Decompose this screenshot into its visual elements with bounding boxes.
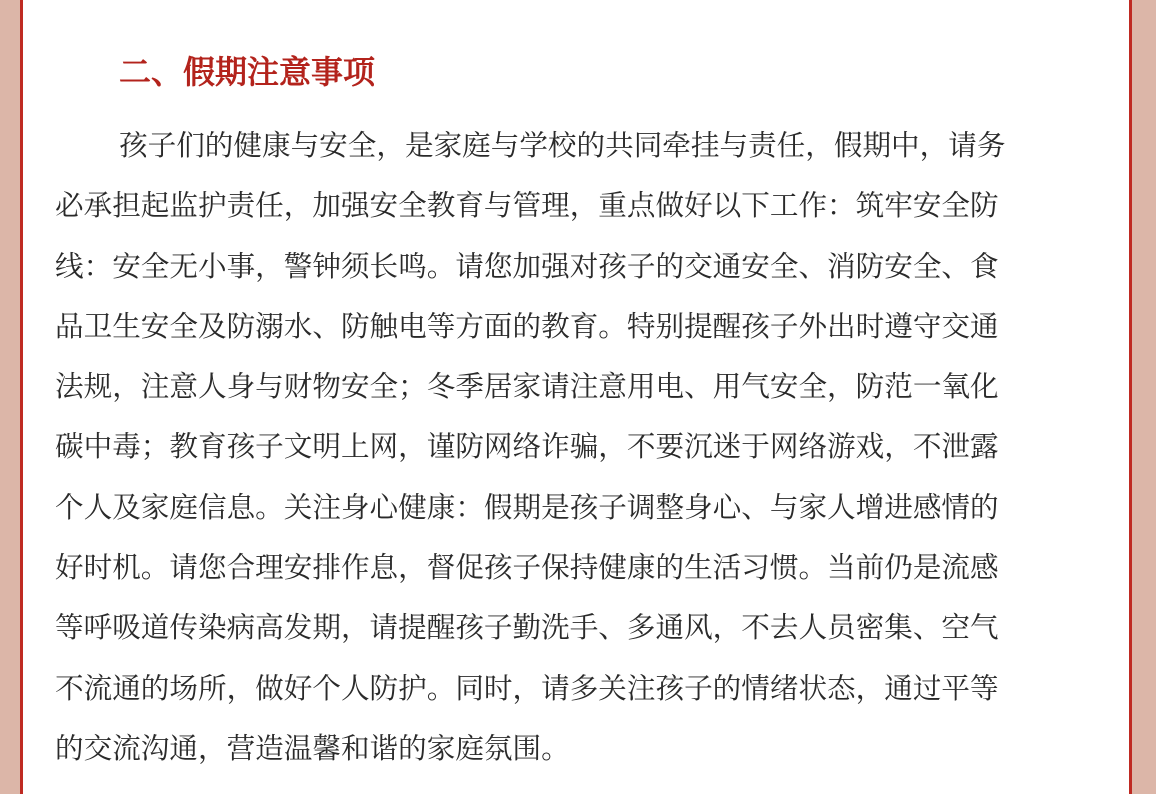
paragraph-line: 碳中毒；教育孩子文明上网，谨防网络诈骗，不要沉迷于网络游戏，不泄露 (55, 429, 999, 464)
paragraph-line: 品卫生安全及防溺水、防触电等方面的教育。特别提醒孩子外出时遵守交通 (55, 308, 999, 343)
paragraph-line: 孩子们的健康与安全，是家庭与学校的共同牵挂与责任，假期中，请务 (119, 128, 1006, 162)
paragraph-line: 线：安全无小事，警钟须长鸣。请您加强对孩子的交通安全、消防安全、食 (55, 248, 999, 283)
notice-page (20, 0, 1132, 794)
paragraph-line: 法规，注意人身与财物安全；冬季居家请注意用电、用气安全，防范一氧化 (55, 369, 999, 404)
paragraph-line: 等呼吸道传染病高发期，请提醒孩子勤洗手、多通风，不去人员密集、空气 (55, 610, 999, 645)
section-paragraph (55, 115, 1115, 778)
section-heading: 二、假期注意事项 (119, 53, 376, 91)
paragraph-line: 个人及家庭信息。关注身心健康：假期是孩子调整身心、与家人增进感情的 (55, 489, 999, 524)
paragraph-line: 不流通的场所，做好个人防护。同时，请多关注孩子的情绪状态，通过平等 (55, 670, 999, 705)
paragraph-line: 好时机。请您合理安排作息，督促孩子保持健康的生活习惯。当前仍是流感 (55, 550, 999, 585)
paragraph-line: 必承担起监护责任，加强安全教育与管理，重点做好以下工作：筑牢安全防 (55, 188, 999, 223)
paragraph-line: 的交流沟通，营造温馨和谐的家庭氛围。 (55, 730, 570, 765)
